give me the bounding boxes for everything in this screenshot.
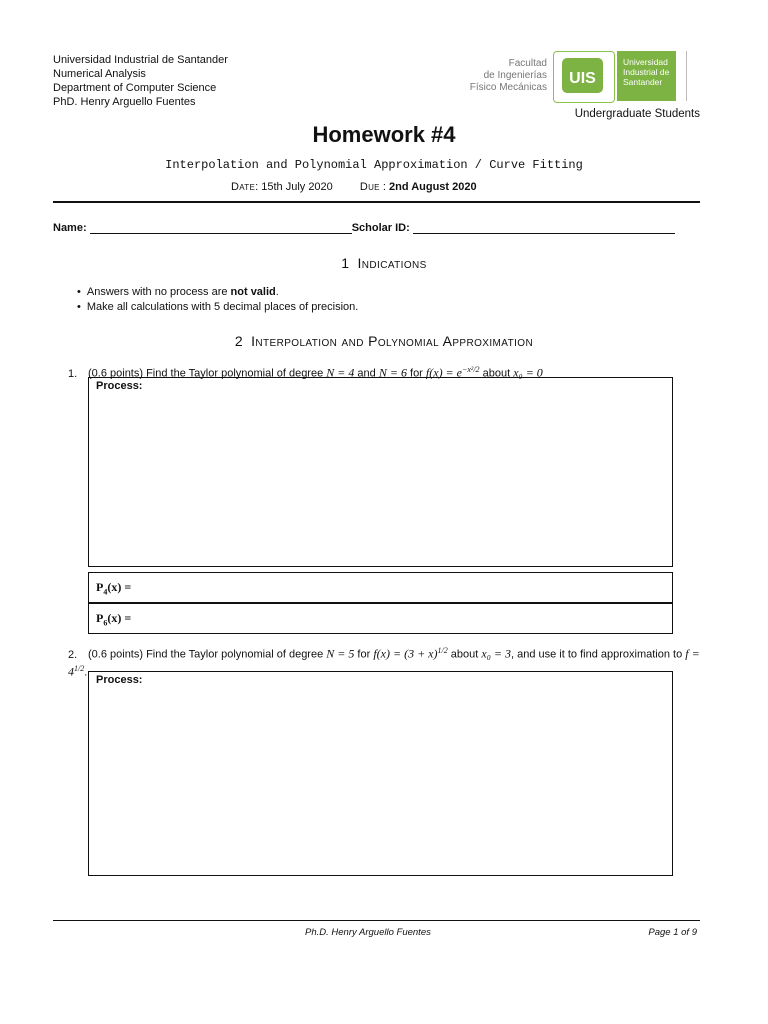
- scholar-id-field[interactable]: [413, 221, 675, 234]
- footer-divider: [53, 920, 700, 921]
- due-value: 2nd August 2020: [389, 181, 477, 193]
- header-department: Department of Computer Science: [53, 82, 217, 94]
- answer-box-p6[interactable]: [88, 603, 673, 634]
- question-2: 2. (0.6 points) Find the Taylor polynomial of degree N = 5 for $f(x) = (3 + x)^{1/2}$ about x₀ = 3, and use it to find approximation to $f = 4^{1/2}$.: [68, 646, 700, 679]
- footer-author: Ph.D. Henry Arguello Fuentes: [305, 927, 431, 938]
- title-divider: [53, 201, 700, 203]
- header-university: Universidad Industrial de Santander: [53, 54, 228, 66]
- due-label: Due: [359, 181, 380, 193]
- process-label: Process:: [96, 674, 143, 686]
- university-logo-block: Universidad Industrial de Santander: [617, 51, 676, 101]
- faculty-name: Facultad de Ingenierías Físico Mecánicas: [469, 58, 547, 93]
- uis-logo-text: UIS: [569, 70, 596, 87]
- footer-page-number: Page 1 of 9: [648, 927, 697, 938]
- section-interpolation-heading: 2 Interpolation and Polynomial Approximation: [234, 333, 534, 349]
- process-label: Process:: [96, 380, 143, 392]
- page-title: Homework #4: [312, 122, 456, 147]
- list-item: • Make all calculations with 5 decimal places of precision.: [77, 301, 359, 313]
- name-field[interactable]: [90, 221, 352, 234]
- date-row: Date: 15th July 2020 Due : 2nd August 2020: [231, 181, 477, 193]
- header-course: Numerical Analysis: [53, 68, 146, 80]
- institution-header: [53, 53, 228, 109]
- date-label: Date: [231, 181, 256, 193]
- logo-divider: [686, 51, 687, 101]
- question-1: 1. (0.6 points) Find the Taylor polynomial of degree N = 4 and N = 6 for $f(x) = e^{-x^2/2}$ about x₀ = 0: [68, 365, 543, 380]
- indications-list: [77, 285, 358, 315]
- list-item: • Answers with no process are not valid.: [77, 286, 279, 298]
- page-subtitle: Interpolation and Polynomial Approximation / Curve Fitting: [165, 158, 583, 172]
- process-box-q2[interactable]: [88, 671, 673, 876]
- date-value: 15th July 2020: [261, 181, 333, 193]
- student-fields: [53, 221, 675, 234]
- name-label: Name:: [53, 222, 87, 234]
- answer-label-p4: $P_4(x)$ =: [96, 580, 132, 597]
- answer-box-p4[interactable]: [88, 572, 673, 603]
- section-indications-heading: 1 Indications: [341, 255, 427, 271]
- process-box-q1[interactable]: [88, 377, 673, 567]
- scholar-id-label: Scholar ID:: [351, 222, 410, 234]
- header-professor: PhD. Henry Arguello Fuentes: [53, 96, 196, 108]
- uis-logo-mark-icon: [554, 52, 611, 99]
- answer-label-p6: $P_6(x)$ =: [96, 611, 132, 628]
- uis-logo-icon: [553, 51, 615, 103]
- audience-label: Undergraduate Students: [574, 108, 700, 120]
